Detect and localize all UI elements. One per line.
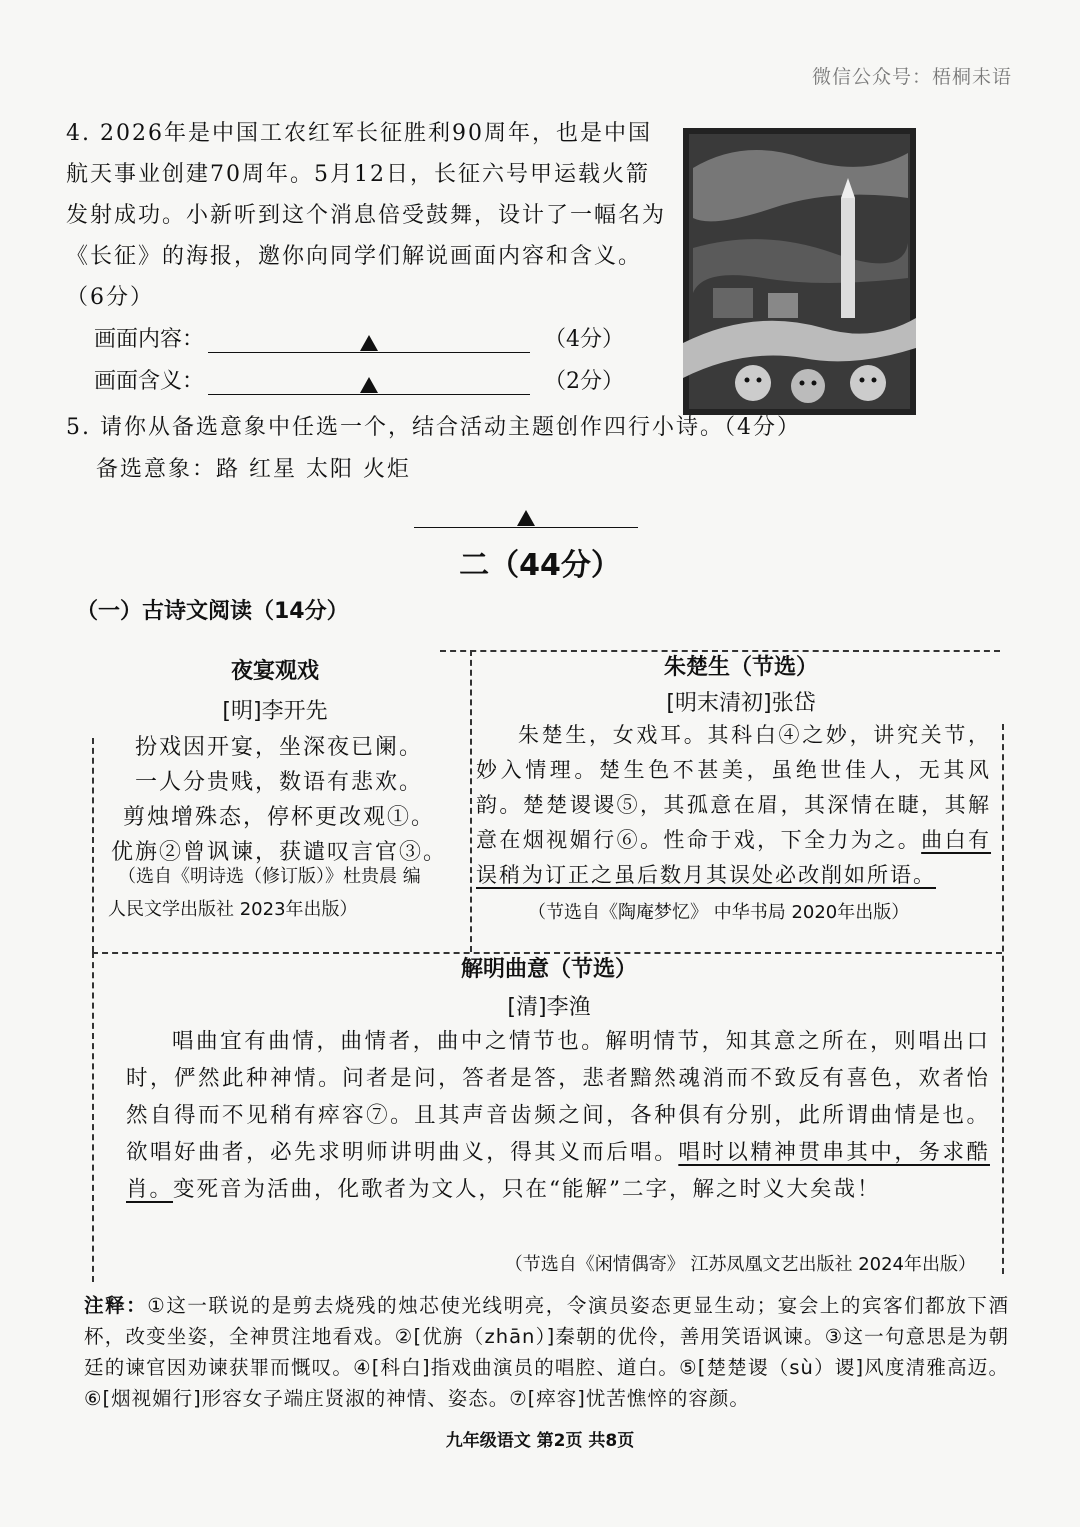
answer-row-content	[94, 322, 624, 353]
poem-title: 夜宴观戏	[230, 659, 319, 684]
triangle-icon	[360, 335, 378, 351]
zcs-title: 朱楚生（节选）	[663, 655, 818, 680]
poem-author: [明]李开先	[222, 699, 328, 724]
poem-source	[108, 860, 468, 926]
answer-row-meaning	[94, 364, 624, 395]
poem-line: 一人分贵贱，数语有悲欢。	[134, 770, 423, 795]
triangle-icon	[517, 510, 535, 526]
meaning-label: 画面含义：	[94, 369, 205, 394]
watermark: 微信公众号：梧桐未语	[811, 66, 1012, 88]
poem-source-line: （选自《明诗选（修订版）》杜贵晨 编	[118, 866, 421, 887]
poem-line: 优旃②曾讽谏，获谴叹言官③。	[110, 840, 447, 865]
content-answer-line[interactable]	[208, 330, 530, 353]
zcs-text-plain: 朱楚生，女戏耳。其科白④之妙，讲究关节，妙入情理。楚生色不甚美，虽绝世佳人，无其风韵。楚楚谡谡⑤，其孤意在眉，其深情在睫，其解意在烟视媚行⑥。性命于戏，下全力为之。	[476, 723, 991, 852]
content-label: 画面内容：	[94, 327, 205, 352]
poem-source-line: 人民文学出版社 2023年出版）	[108, 899, 358, 920]
section-title: 二（44分）	[459, 548, 621, 583]
box-divider	[470, 650, 473, 952]
poem-line: 剪烛增殊态，停杯更改观①。	[122, 805, 435, 830]
zcs-author: [明末清初]张岱	[666, 691, 816, 716]
content-score: （4分）	[544, 327, 625, 352]
poem-lines	[94, 730, 464, 870]
meaning-answer-line[interactable]	[208, 372, 530, 395]
question-5-text: 5. 请你从备选意象中任选一个，结合活动主题创作四行小诗。（4分）	[66, 415, 801, 440]
subsection-title: （一）古诗文阅读（14分）	[76, 599, 349, 624]
triangle-icon	[360, 377, 378, 393]
zcs-source: （节选自《陶庵梦忆》 中华书局 2020年出版）	[528, 902, 910, 923]
question-4-text: 4. 2026年是中国工农红军长征胜利90周年，也是中国航天事业创建70周年。5月12日，长征六号甲运载火箭发射成功。小新听到这个消息倍受鼓舞，设计了一幅名为《长征》的海报，邀你向同学们解说画面内容和含义。（6分）	[66, 121, 667, 310]
poem-answer-line[interactable]	[414, 505, 638, 528]
long-march-poster-image	[683, 128, 916, 415]
jm-text-after: 变死音为活曲，化歌者为文人，只在“能解”二字，解之时义大矣哉！	[173, 1177, 881, 1202]
poem-line: 扮戏因开宴，坐深夜已阑。	[134, 735, 423, 760]
meaning-score: （2分）	[544, 369, 625, 394]
zcs-text-underlined: 曲白有误稍为订正之虽后数月其误处必改削如所语。	[476, 828, 992, 887]
jm-text-underlined: 唱时以精神贯串其中，务求酷肖。	[126, 1140, 990, 1202]
notes-text: ①这一联说的是剪去烧残的烛芯使光线明亮，令演员姿态更显生动；宴会上的宾客们都放下酒杯，改变坐姿，全神贯注地看戏。②[优旃（zhān）]秦朝的优伶，善用笑语讽谏。③这一句意思是为朝廷的谏官因劝谏获罪而慨叹。④[科白]指戏曲演员的唱腔、道白。⑤[楚楚谡（sù）谡]风度清雅高迈。⑥[烟视媚行]形容女子端庄贤淑的神情、姿态。⑦[瘁容]忧苦憔悴的容颜。	[84, 1294, 1009, 1410]
notes-label: 注释：	[84, 1294, 148, 1317]
jm-source: （节选自《闲情偶寄》 江苏凤凰文艺出版社 2024年出版）	[504, 1254, 976, 1275]
imagery-options: 备选意象：路 红星 太阳 火炬	[96, 457, 411, 482]
jm-title: 解明曲意（节选）	[460, 957, 637, 982]
jm-text	[126, 1023, 990, 1208]
notes	[84, 1290, 1009, 1414]
zcs-text	[476, 718, 991, 893]
jm-text-plain: 唱曲宜有曲情，曲情者，曲中之情节也。解明情节，知其意之所在，则唱出口时，俨然此种神情。问者是问，答者是答，悲者黯然魂消而不致反有喜色，欢者怡然自得而不见稍有瘁容⑦。且其声音齿频之间，各种俱有分别，此所谓曲情是也。欲唱好曲者，必先求明师讲明曲义，得其义而后唱。	[126, 1029, 990, 1165]
page-footer: 九年级语文 第2页 共8页	[445, 1431, 635, 1451]
jm-author: [清]李渔	[507, 995, 591, 1020]
